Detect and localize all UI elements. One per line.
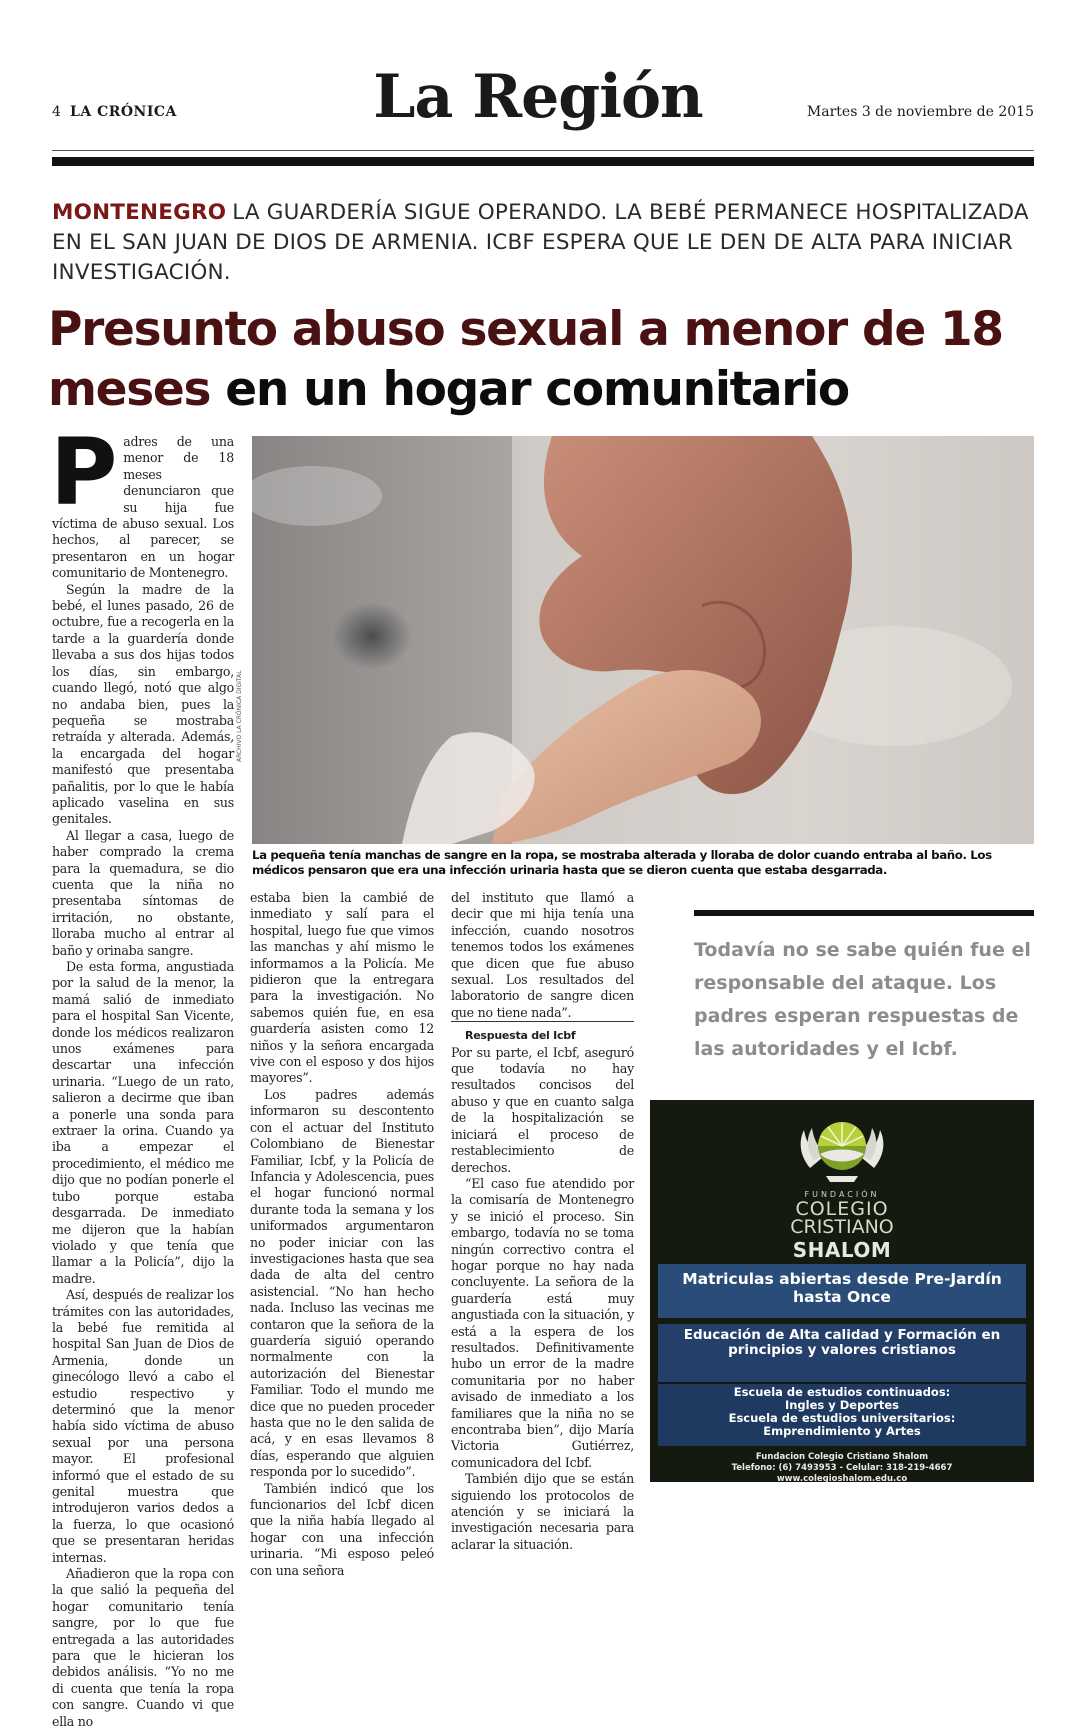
ad-website: www.colegioshalom.edu.co xyxy=(776,1474,908,1482)
article-column-3 xyxy=(451,890,634,1553)
photo-credit: ARCHIVO LA CRÓNICA DIGITAL xyxy=(236,670,243,762)
ad-org-line3: SHALOM xyxy=(792,1238,892,1262)
paragraph: Al llegar a casa, luego de haber comprado la crema para la quemadura, se dio cuenta que la niña no presentaba síntomas de irritación, no obstante, lloraba mucho al entrar al baño y orinaba sangre. xyxy=(52,827,234,958)
ad-schools-line: Ingles y Deportes xyxy=(784,1398,900,1412)
article-column-1 xyxy=(50,419,234,1730)
paragraph: Según la madre de la bebé, el lunes pasado, 26 de octubre, fue a recogerla en la tarde a la guardería donde llevaba a sus dos hijas todos los días, sin embargo, cuando llegó, notó que algo no andaba bien, pues la pequeña se mostraba retraída y alterada. Además, la encargada del hogar manifestó que presentaba pañalitis, por lo que le había aplicado vaselina en sus genitales. xyxy=(52,581,234,827)
paragraph: También indicó que los funcionarios del Icbf dicen que la niña había llegado al hogar con una infección urinaria. “Mi esposo peleó con una señora xyxy=(250,1480,434,1578)
ad-contact xyxy=(650,1452,1034,1482)
dropcap: P xyxy=(50,419,118,526)
hands-photo-illustration xyxy=(252,436,1034,844)
paragraph: Añadieron que la ropa con la que salió la pequeña del hogar comunitario tenía sangre, por lo que fue entregada a las autoridades para que le hicieran los debidos análisis. “Yo no me di cuenta que tenía la ropa con sangre. Cuando vi que ella no xyxy=(52,1566,234,1729)
subheading: Respuesta del Icbf xyxy=(451,1021,634,1044)
paragraph: Los padres además informaron su descontento con el actuar del Instituto Colombiano de Bienestar Familiar, Icbf, y la Policía de Infancia y Adolescencia, pues el hogar funcionó normal durante toda la semana y los uniformados argumentaron no poder iniciar con las investigaciones hasta que sea dada de alta del centro asistencial. “No han hecho nada. Incluso las vecinas me contaron que la señora de la guardería siguió operando normalmente con la autorización del Bienestar Familiar. Todo el mundo me dice que no pueden proceder hasta que no le den salida de acá, y en esas llevamos 8 días, esperando que alguien responda por lo sucedido”. xyxy=(250,1086,434,1480)
paragraph: Así, después de realizar los trámites con las autoridades, la bebé fue remitida al hospital San Juan de Dios de Armenia, donde un ginecólogo llevó a cabo el estudio respectivo y determinó que la menor había sido víctima de abuso sexual por una persona mayor. El profesional informó que el estado de su genital muestra que introdujeron varios dedos a la fuerza, lo que ocasionó que se presentaran heridas internas. xyxy=(52,1287,234,1565)
kicker xyxy=(52,198,1042,288)
school-advertisement xyxy=(650,1100,1034,1482)
paragraph: “El caso fue atendido por la comisaría de Montenegro y se inició el proceso. Sin embargo, todavía no se toma ningún correctivo contra el hogar porque no hay nada concluyente. La señora de la guardería está muy angustiada con la situación, y está a la espera de los resultados. Definitivamente hubo un error de la madre comunitaria por no haber avisado de inmediato a los familiares que la niña no se encontraba bien”, dijo María Victoria Gutiérrez, comunicadora del Icbf. xyxy=(451,1175,634,1470)
pullquote: Todavía no se sabe quién fue el responsable del ataque. Los padres esperan respuestas de las autoridades y el Icbf. xyxy=(694,939,1031,1060)
headline xyxy=(48,300,1048,420)
page-number: 4 xyxy=(52,104,61,120)
ad-schools-line: Emprendimiento y Artes xyxy=(763,1424,921,1438)
pullquote-rule xyxy=(694,910,1034,916)
article-column-2 xyxy=(250,890,434,1579)
masthead-divider xyxy=(52,157,1034,166)
paragraph: del instituto que llamó a decir que mi hija tenía una infección, cuando nosotros tenemos todos los exámenes que dicen que fue abuso sexual. Los resultados del laboratorio de sangre dicen que no tiene nada”. xyxy=(451,890,634,1020)
paragraph: Por su parte, el Icbf, aseguró que todavía no hay resultados concisos del abuso y que en cuanto salga de la hospitalización se iniciará el proceso de restablecimiento de derechos. xyxy=(451,1044,634,1175)
headline-part2: en un hogar comunitario xyxy=(225,362,849,417)
ad-phone: Telefono: (6) 7493953 - Celular: 318-219-4667 xyxy=(731,1463,953,1473)
ad-org-line1: COLEGIO xyxy=(795,1198,889,1220)
section-title: La Región xyxy=(373,62,703,132)
ad-schools-line: Escuela de estudios universitarios: xyxy=(728,1411,956,1425)
kicker-place: MONTENEGRO xyxy=(52,200,227,225)
ad-foundation-name: Fundacion Colegio Cristiano Shalom xyxy=(755,1452,929,1462)
ad-org-prefix: FUNDACIÓN xyxy=(804,1190,880,1199)
ad-schools-band xyxy=(658,1384,1026,1446)
article-photo xyxy=(252,436,1034,844)
photo-caption: La pequeña tenía manchas de sangre en la ropa, se mostraba alterada y lloraba de dolor cuando entraba al baño. Los médicos pensaron que era una infección urinaria hasta que se dieron cuenta que estaba desgarrada. xyxy=(252,848,992,877)
masthead-divider-thin xyxy=(52,150,1034,151)
headline-part1: Presunto abuso sexual a menor de 18 meses xyxy=(48,302,1003,417)
publication-name: LA CRÓNICA xyxy=(70,104,177,120)
paragraph: De esta forma, angustiada por la salud de la menor, la mamá salió de inmediato para el hospital San Vicente, donde los médicos realizaron unos exámenes para descartar una infección urinaria. “Luego de un rato, salieron a decirme que iban a ponerle una sonda para extraer la orina. Cuando ya iba a empezar el procedimiento, el médico me dijo que no podían ponerle el tubo porque estaba desgarrada. De inmediato me dijeron que la habían violado y que tenía que llamar a la Policía”, dijo la madre. xyxy=(52,959,234,1286)
ad-org-line2: CRISTIANO xyxy=(790,1216,894,1238)
school-logo-icon xyxy=(792,1106,892,1190)
ad-enrollment-band: Matriculas abiertas desde Pre-Jardín hasta Once xyxy=(658,1264,1026,1318)
kicker-text: LA GUARDERÍA SIGUE OPERANDO. LA BEBÉ PERMANECE HOSPITALIZADA EN EL SAN JUAN DE DIOS DE ARMENIA. ICBF ESPERA QUE LE DEN DE ALTA PARA INICIAR INVESTIGACIÓN. xyxy=(52,200,1029,285)
paragraph: estaba bien la cambié de inmediato y salí para el hospital, luego fue que vimos las manchas y ahí mismo le informamos a la Policía. Me pidieron que la entregara para la investigación. No sabemos quién fue, en esa guardería asisten como 12 niños y la señora encargada vive con el esposo y dos hijos mayores”. xyxy=(250,890,434,1086)
issue-date: Martes 3 de noviembre de 2015 xyxy=(806,104,1034,120)
paragraph: adres de una menor de 18 meses denunciaron que su hija fue víctima de abuso sexual. Los hechos, al parecer, se presentaron en un hogar comunitario de Montenegro. xyxy=(52,434,234,581)
ad-schools-line: Escuela de estudios continuados: xyxy=(733,1385,951,1399)
ad-quality-band: Educación de Alta calidad y Formación en principios y valores cristianos xyxy=(658,1324,1026,1382)
paragraph: También dijo que se están siguiendo los protocolos de atención y se iniciará la investigación necesaria para aclarar la situación. xyxy=(451,1471,634,1552)
